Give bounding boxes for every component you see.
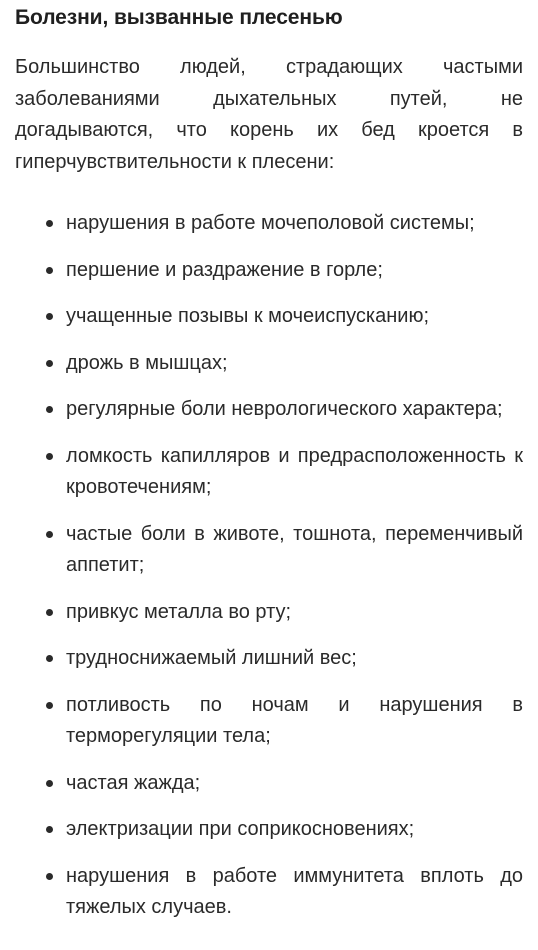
- bullet-icon: [46, 267, 53, 274]
- bullet-icon: [46, 360, 53, 367]
- list-item-text: частые боли в животе, тошнота, переменчивый аппетит;: [66, 522, 523, 576]
- list-item: [15, 348, 523, 380]
- bullet-icon: [46, 531, 53, 538]
- bullet-icon: [46, 873, 53, 880]
- bullet-icon: [46, 609, 53, 616]
- list-item-text: ломкость капилляров и предрасположенность к кровотечениям;: [66, 444, 523, 498]
- bullet-icon: [46, 655, 53, 662]
- list-item: [15, 441, 523, 504]
- bullet-icon: [46, 220, 53, 227]
- list-item: [15, 861, 523, 924]
- list-item-text: частая жажда;: [66, 771, 201, 794]
- bullet-icon: [46, 780, 53, 787]
- list-item-text: першение и раздражение в горле;: [66, 258, 383, 281]
- intro-paragraph: Большинство людей, страдающих частыми заболеваниями дыхательных путей, не догадываются, что корень их бед кроется в гиперчувствительности к плесени:: [15, 56, 523, 173]
- list-item-text: нарушения в работе мочеполовой системы;: [66, 212, 475, 234]
- list-item: [15, 814, 523, 846]
- list-item-text: потливость по ночам и нарушения в терморегуляции тела;: [66, 693, 523, 747]
- bullet-icon: [46, 406, 53, 413]
- list-item: [15, 597, 523, 629]
- list-item-text: трудноснижаемый лишний вес;: [66, 647, 357, 669]
- list-item-text: электризации при соприкосновениях;: [66, 818, 415, 840]
- bullet-icon: [46, 702, 53, 709]
- article-title: Болезни, вызванные плесенью: [15, 6, 343, 29]
- list-item: [15, 208, 523, 240]
- list-item-text: регулярные боли неврологического характера;: [66, 398, 503, 420]
- list-item: [15, 301, 523, 333]
- list-item-text: дрожь в мышцах;: [66, 351, 228, 374]
- list-item: [15, 394, 523, 426]
- list-item: [15, 519, 523, 582]
- list-item-text: привкус металла во рту;: [66, 600, 292, 623]
- list-item: [15, 643, 523, 675]
- list-item-text: учащенные позывы к мочеиспусканию;: [66, 305, 430, 327]
- bullet-icon: [46, 313, 53, 320]
- list-item: [15, 690, 523, 753]
- list-item-text: нарушения в работе иммунитета вплоть до тяжелых случаев.: [66, 864, 523, 918]
- bullet-icon: [46, 826, 53, 833]
- bullet-icon: [46, 453, 53, 460]
- list-item: [15, 255, 523, 287]
- symptom-list: [15, 208, 523, 924]
- list-item: [15, 768, 523, 800]
